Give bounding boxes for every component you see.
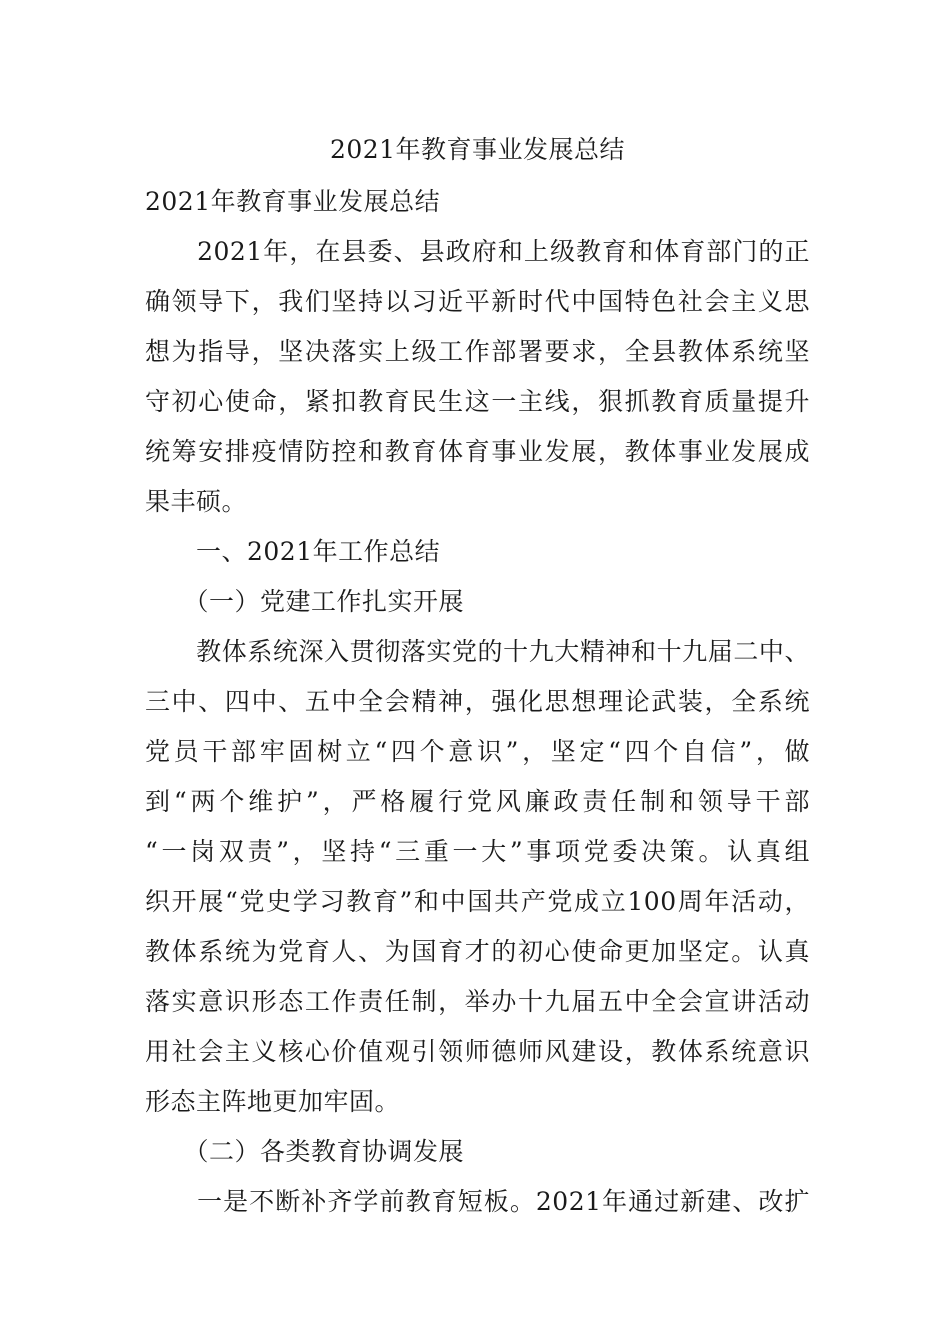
- paragraph-line: 教体系统为党育人、为国育才的初心使命更加坚定。认真: [145, 937, 810, 966]
- paragraph-line: 确领导下，我们坚持以习近平新时代中国特色社会主义思: [145, 287, 810, 316]
- document-body: [145, 185, 810, 1235]
- subsection-heading: （二）各类教育协调发展: [145, 1137, 465, 1166]
- paragraph-line: 落实意识形态工作责任制，举办十九届五中全会宣讲活动: [145, 987, 810, 1016]
- paragraph-line: 用社会主义核心价值观引领师德师风建设，教体系统意识: [145, 1037, 810, 1066]
- paragraph-line: “一岗双责”，坚持“三重一大”事项党委决策。认真组: [145, 837, 810, 866]
- intro-paragraph: [145, 235, 810, 535]
- party-building-paragraph: [145, 635, 810, 1135]
- paragraph-line: 织开展“党史学习教育”和中国共产党成立100周年活动，: [145, 887, 810, 916]
- paragraph-line: 2021年，在县委、县政府和上级教育和体育部门的正: [145, 237, 810, 266]
- document-subtitle: 2021年教育事业发展总结: [145, 187, 441, 216]
- paragraph-line: 果丰硕。: [145, 487, 248, 516]
- document-title: 2021年教育事业发展总结: [329, 135, 626, 164]
- paragraph-line: 统筹安排疫情防控和教育体育事业发展，教体事业发展成: [145, 437, 810, 466]
- paragraph-line: 形态主阵地更加牢固。: [145, 1087, 401, 1116]
- paragraph-line: 到“两个维护”，严格履行党风廉政责任制和领导干部: [145, 787, 810, 816]
- paragraph-line: 党员干部牢固树立“四个意识”，坚定“四个自信”，做: [145, 737, 810, 766]
- paragraph-line: 守初心使命，紧扣教育民生这一主线，狠抓教育质量提升: [145, 387, 810, 416]
- section-heading: 一、2021年工作总结: [145, 537, 441, 566]
- paragraph-line: 想为指导，坚决落实上级工作部署要求，全县教体系统坚: [145, 337, 810, 366]
- subsection-heading: （一）党建工作扎实开展: [145, 587, 465, 616]
- paragraph-line: 三中、四中、五中全会精神，强化思想理论武装，全系统: [145, 687, 810, 716]
- paragraph-line: 教体系统深入贯彻落实党的十九大精神和十九届二中、: [145, 637, 810, 666]
- paragraph-line: 一是不断补齐学前教育短板。2021年通过新建、改扩: [145, 1187, 810, 1216]
- education-paragraph: [145, 1185, 810, 1235]
